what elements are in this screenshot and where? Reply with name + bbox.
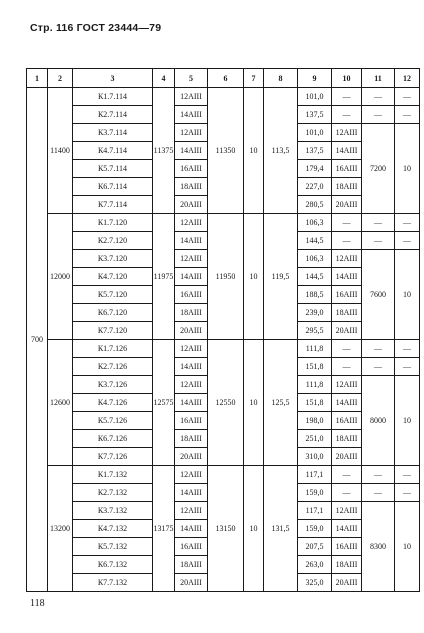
rebar-class: 20АIII <box>332 196 362 214</box>
mass-value: 106,3 <box>298 250 332 268</box>
count-value: 10 <box>244 88 264 214</box>
dash-value: — <box>395 214 420 232</box>
col-header-8: 8 <box>264 69 298 88</box>
length-value: 11950 <box>208 214 244 340</box>
mass-value: 101,0 <box>298 124 332 142</box>
rebar-class: 16АIII <box>332 412 362 430</box>
spacing-value: 113,5 <box>264 88 298 214</box>
rebar-class: 20АIII <box>332 574 362 592</box>
length-value: 8000 <box>362 376 395 466</box>
mass-value: 144,5 <box>298 268 332 286</box>
col-header-12: 12 <box>395 69 420 88</box>
count-value: 10 <box>395 124 420 214</box>
mass-value: 179,4 <box>298 160 332 178</box>
rebar-class: 12АIII <box>175 376 208 394</box>
dash-value: — <box>395 88 420 106</box>
item-code: К2.7.114 <box>73 106 153 124</box>
item-code: К4.7.126 <box>73 394 153 412</box>
item-code: К1.7.132 <box>73 466 153 484</box>
rebar-class: 12АIII <box>175 340 208 358</box>
count-value: 10 <box>244 340 264 466</box>
item-code: К3.7.126 <box>73 376 153 394</box>
column-header-row <box>27 69 420 88</box>
mass-value: 188,5 <box>298 286 332 304</box>
item-code: К5.7.114 <box>73 160 153 178</box>
rebar-class: 12АIII <box>175 124 208 142</box>
item-code: К4.7.120 <box>73 268 153 286</box>
col-header-4: 4 <box>153 69 175 88</box>
rebar-class: 16АIII <box>332 538 362 556</box>
item-code: К3.7.132 <box>73 502 153 520</box>
dash-value: — <box>362 484 395 502</box>
rebar-class: 18АIII <box>332 304 362 322</box>
item-code: К5.7.120 <box>73 286 153 304</box>
mass-value: 117,1 <box>298 466 332 484</box>
rebar-class: 14АIII <box>175 394 208 412</box>
mass-value: 101,0 <box>298 88 332 106</box>
mass-value: 159,0 <box>298 484 332 502</box>
rebar-class: 14АIII <box>332 268 362 286</box>
mass-value: 207,5 <box>298 538 332 556</box>
page-header: Стр. 116 ГОСТ 23444—79 <box>30 22 162 34</box>
length-value: 12600 <box>48 340 73 466</box>
mass-value: 263,0 <box>298 556 332 574</box>
rebar-class: 20АIII <box>175 196 208 214</box>
rebar-class: 16АIII <box>332 160 362 178</box>
item-code: К7.7.126 <box>73 448 153 466</box>
col-header-10: 10 <box>332 69 362 88</box>
rebar-class: 14АIII <box>175 268 208 286</box>
spacing-value: 131,5 <box>264 466 298 592</box>
item-code: К2.7.126 <box>73 358 153 376</box>
item-code: К1.7.114 <box>73 88 153 106</box>
item-code: К5.7.126 <box>73 412 153 430</box>
rebar-class: 18АIII <box>332 178 362 196</box>
rebar-class: 18АIII <box>332 556 362 574</box>
length-value: 11350 <box>208 88 244 214</box>
mass-value: 106,3 <box>298 214 332 232</box>
rebar-class: 14АIII <box>175 142 208 160</box>
col-header-9: 9 <box>298 69 332 88</box>
dash-value: — <box>362 232 395 250</box>
dash-value: — <box>395 358 420 376</box>
dash-value: — <box>362 466 395 484</box>
length-value: 13150 <box>208 466 244 592</box>
rebar-class: — <box>332 466 362 484</box>
dash-value: — <box>395 484 420 502</box>
length-value: 12550 <box>208 340 244 466</box>
rebar-class: 14АIII <box>332 520 362 538</box>
item-code: К6.7.114 <box>73 178 153 196</box>
page-number: 118 <box>30 598 45 609</box>
rebar-class: 20АIII <box>332 448 362 466</box>
rebar-class: — <box>332 106 362 124</box>
rebar-class: 14АIII <box>175 484 208 502</box>
mass-value: 227,0 <box>298 178 332 196</box>
count-value: 10 <box>244 214 264 340</box>
col-header-6: 6 <box>208 69 244 88</box>
rebar-class: — <box>332 214 362 232</box>
rebar-class: 12АIII <box>175 250 208 268</box>
count-value: 10 <box>395 502 420 592</box>
length-value: 11400 <box>48 88 73 214</box>
rebar-class: 12АIII <box>332 502 362 520</box>
mass-value: 111,8 <box>298 340 332 358</box>
mass-value: 325,0 <box>298 574 332 592</box>
mass-value: 144,5 <box>298 232 332 250</box>
spacing-value: 119,5 <box>264 214 298 340</box>
dash-value: — <box>395 106 420 124</box>
rebar-class: — <box>332 232 362 250</box>
item-code: К6.7.126 <box>73 430 153 448</box>
rebar-class: 14АIII <box>175 520 208 538</box>
col-header-11: 11 <box>362 69 395 88</box>
rebar-class: 12АIII <box>175 88 208 106</box>
dash-value: — <box>395 340 420 358</box>
rebar-class: 18АIII <box>175 304 208 322</box>
dash-value: — <box>362 340 395 358</box>
rebar-class: 20АIII <box>175 574 208 592</box>
mass-value: 117,1 <box>298 502 332 520</box>
item-code: К4.7.132 <box>73 520 153 538</box>
rebar-class: 14АIII <box>175 106 208 124</box>
mass-value: 251,0 <box>298 430 332 448</box>
rebar-class: 16АIII <box>332 286 362 304</box>
rebar-class: — <box>332 484 362 502</box>
table-row <box>27 88 420 106</box>
mass-value: 295,5 <box>298 322 332 340</box>
table-row <box>27 214 420 232</box>
mass-value: 159,0 <box>298 520 332 538</box>
item-code: К1.7.120 <box>73 214 153 232</box>
rebar-class: — <box>332 358 362 376</box>
rebar-class: 16АIII <box>175 160 208 178</box>
col-header-5: 5 <box>175 69 208 88</box>
length-value: 7600 <box>362 250 395 340</box>
item-code: К7.7.132 <box>73 574 153 592</box>
item-code: К1.7.126 <box>73 340 153 358</box>
item-code: К7.7.120 <box>73 322 153 340</box>
table-row <box>27 340 420 358</box>
mass-value: 151,8 <box>298 394 332 412</box>
rebar-class: 16АIII <box>175 286 208 304</box>
length-value: 13175 <box>153 466 175 592</box>
rebar-class: — <box>332 340 362 358</box>
item-code: К2.7.132 <box>73 484 153 502</box>
length-value: 13200 <box>48 466 73 592</box>
item-code: К3.7.114 <box>73 124 153 142</box>
rebar-class: 16АIII <box>175 412 208 430</box>
specification-table <box>26 68 420 592</box>
item-code: К2.7.120 <box>73 232 153 250</box>
item-code: К6.7.132 <box>73 556 153 574</box>
dash-value: — <box>362 214 395 232</box>
table-row <box>27 466 420 484</box>
dash-value: — <box>395 232 420 250</box>
dash-value: — <box>362 88 395 106</box>
rebar-class: 16АIII <box>175 538 208 556</box>
col-header-1: 1 <box>27 69 48 88</box>
rebar-class: 12АIII <box>175 466 208 484</box>
rebar-class: 18АIII <box>175 430 208 448</box>
mass-value: 137,5 <box>298 106 332 124</box>
length-value: 11975 <box>153 214 175 340</box>
rebar-class: 18АIII <box>175 178 208 196</box>
rebar-class: 12АIII <box>175 502 208 520</box>
row-group-value: 700 <box>27 88 48 592</box>
rebar-class: 14АIII <box>175 232 208 250</box>
rebar-class: 14АIII <box>175 358 208 376</box>
rebar-class: 12АIII <box>332 124 362 142</box>
mass-value: 239,0 <box>298 304 332 322</box>
mass-value: 280,5 <box>298 196 332 214</box>
mass-value: 198,0 <box>298 412 332 430</box>
col-header-7: 7 <box>244 69 264 88</box>
length-value: 12000 <box>48 214 73 340</box>
dash-value: — <box>362 358 395 376</box>
rebar-class: 20АIII <box>175 322 208 340</box>
rebar-class: 14АIII <box>332 142 362 160</box>
rebar-class: 20АIII <box>332 322 362 340</box>
item-code: К3.7.120 <box>73 250 153 268</box>
rebar-class: 18АIII <box>332 430 362 448</box>
table-body <box>27 88 420 592</box>
dash-value: — <box>362 106 395 124</box>
dash-value: — <box>395 466 420 484</box>
mass-value: 310,0 <box>298 448 332 466</box>
count-value: 10 <box>395 376 420 466</box>
spacing-value: 125,5 <box>264 340 298 466</box>
length-value: 7200 <box>362 124 395 214</box>
rebar-class: 14АIII <box>332 394 362 412</box>
mass-value: 137,5 <box>298 142 332 160</box>
rebar-class: 18АIII <box>175 556 208 574</box>
length-value: 12575 <box>153 340 175 466</box>
item-code: К4.7.114 <box>73 142 153 160</box>
mass-value: 151,8 <box>298 358 332 376</box>
length-value: 8300 <box>362 502 395 592</box>
length-value: 11375 <box>153 88 175 214</box>
rebar-class: — <box>332 88 362 106</box>
count-value: 10 <box>395 250 420 340</box>
rebar-class: 12АIII <box>332 250 362 268</box>
col-header-2: 2 <box>48 69 73 88</box>
mass-value: 111,8 <box>298 376 332 394</box>
item-code: К5.7.132 <box>73 538 153 556</box>
rebar-class: 20АIII <box>175 448 208 466</box>
rebar-class: 12АIII <box>175 214 208 232</box>
rebar-class: 12АIII <box>332 376 362 394</box>
count-value: 10 <box>244 466 264 592</box>
item-code: К7.7.114 <box>73 196 153 214</box>
col-header-3: 3 <box>73 69 153 88</box>
item-code: К6.7.120 <box>73 304 153 322</box>
